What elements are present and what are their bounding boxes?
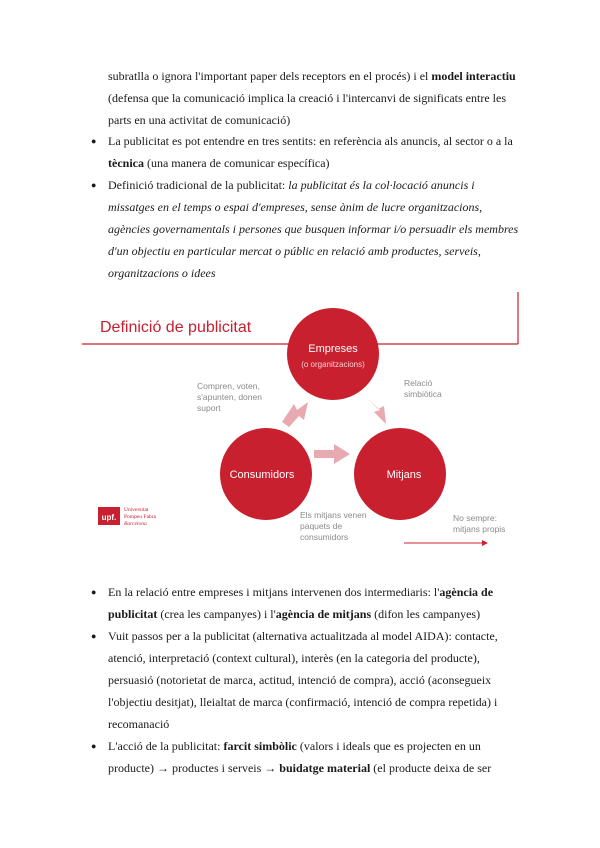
arrow-bottom-icon	[314, 444, 350, 464]
circle-empreses-sub: (o organitzacions)	[301, 360, 365, 369]
note-left-3: suport	[197, 403, 221, 413]
bullet6-text-2: (valors i ideals que es projecten en un	[296, 739, 481, 753]
bullet6-line2	[108, 758, 528, 779]
note-far-1: No sempre:	[453, 513, 497, 523]
bullet6-text-3: producte) → productes i serveis →	[108, 761, 280, 775]
bullet3-italic: la publicitat és la col·locació anuncis i	[288, 178, 475, 192]
note-far-2: mitjans propis	[453, 524, 506, 534]
bullet6-text: L'acció de la publicitat:	[108, 739, 224, 753]
slide-title: Definició de publicitat	[100, 319, 252, 336]
circle-mitjans-label: Mitjans	[386, 469, 422, 481]
bullet4-line2	[108, 604, 528, 625]
arrow-left-up-icon	[282, 402, 308, 427]
bullet2-line1: La publicitat es pot entendre en tres sentits: en referència als anuncis, al sector o a la	[108, 134, 513, 148]
bullet-dot: ●	[91, 180, 97, 190]
slide-diagram	[82, 292, 522, 560]
para1-bold: model interactiu	[431, 69, 516, 83]
bullet5-line2: atenció, interpretació (context cultural), interès (en la categoria del producte),	[108, 651, 480, 665]
bullet3-text: Definició tradicional de la publicitat:	[108, 178, 289, 192]
bullet3-line5: organitzacions o idees	[108, 266, 216, 280]
para1-line3: parts en una activitat de comunicació)	[108, 113, 291, 127]
bullet2-line2	[108, 153, 528, 174]
para1-line1	[108, 66, 528, 87]
upf-name-1: Universitat	[124, 507, 149, 513]
note-bottom-2: paquets de	[300, 521, 343, 531]
bullet-dot: ●	[91, 741, 97, 751]
bullet4-text-2: (crea les campanyes) i l'	[157, 607, 276, 621]
bullet3-line4: d'un objectiu en particular mercat o públic en relació amb productes, serveis,	[108, 244, 481, 258]
note-far-arrow-icon	[482, 540, 488, 546]
bullet5-line5: recomanació	[108, 717, 170, 731]
bullet4-bold-3: agència de mitjans	[275, 607, 372, 621]
note-bottom-3: consumidors	[300, 532, 349, 542]
upf-name-3: Barcelona	[124, 521, 147, 527]
note-left-1: Compren, voten,	[197, 381, 260, 391]
circle-consumidors-label: Consumidors	[229, 469, 295, 481]
bullet4-text: En la relació entre empreses i mitjans intervenen dos intermediaris: l'	[108, 585, 440, 599]
bullet-dot: ●	[91, 136, 97, 146]
arrow-top-right-icon	[367, 398, 386, 424]
note-right-1: Relació	[404, 378, 433, 388]
upf-logo-text: upf.	[101, 513, 117, 522]
bullet4-line1	[108, 582, 528, 603]
circle-empreses-label: Empreses	[308, 343, 358, 355]
bullet6-text-4: (el producte deixa de ser	[370, 761, 492, 775]
bullet3-line1	[108, 175, 528, 196]
bullet3-line3: agències governamentals i persones que busquen informar i/o persuadir els membres	[108, 222, 519, 236]
slide-svg	[82, 292, 522, 560]
bullet5-line3: persuasió (notorietat de marca, actitud, intenció de compra), acció (aconsegueix	[108, 673, 492, 687]
upf-name-2: Pompeu Fabra	[124, 514, 156, 520]
bullet6-line1	[108, 736, 528, 757]
bullet5-line4: l'objectiu desitjat), lleialtat de marca (confirmació, intenció de compra repetida) i	[108, 695, 498, 709]
bullet-dot: ●	[91, 631, 97, 641]
note-right-2: simbiòtica	[404, 389, 442, 399]
note-left-2: s'apunten, donen	[197, 392, 262, 402]
bullet4-bold: agència de	[439, 585, 494, 599]
para1-line2: (defensa que la comunicació implica la creació i l'intercanvi de significats entre les	[108, 91, 506, 105]
bullet3-line2: missatges en el temps o espai d'empreses, sense ànim de lucre organitzacions,	[108, 200, 483, 214]
bullet6-bold-2: buidatge material	[279, 761, 371, 775]
bullet4-bold-2: publicitat	[108, 607, 158, 621]
para1-text: subratlla o ignora l'important paper dels receptors en el procés) i el	[108, 69, 432, 83]
bullet4-text-3: (difon les campanyes)	[371, 607, 481, 621]
note-bottom-1: Els mitjans venen	[300, 510, 367, 520]
bullet-dot: ●	[91, 587, 97, 597]
bullet6-bold: farcit simbòlic	[223, 739, 297, 753]
bullet2-text: (una manera de comunicar específica)	[143, 156, 330, 170]
bullet2-bold: tècnica	[108, 156, 144, 170]
bullet5-line1: Vuit passos per a la publicitat (alternativa actualitzada al model AIDA): contacte,	[108, 629, 498, 643]
